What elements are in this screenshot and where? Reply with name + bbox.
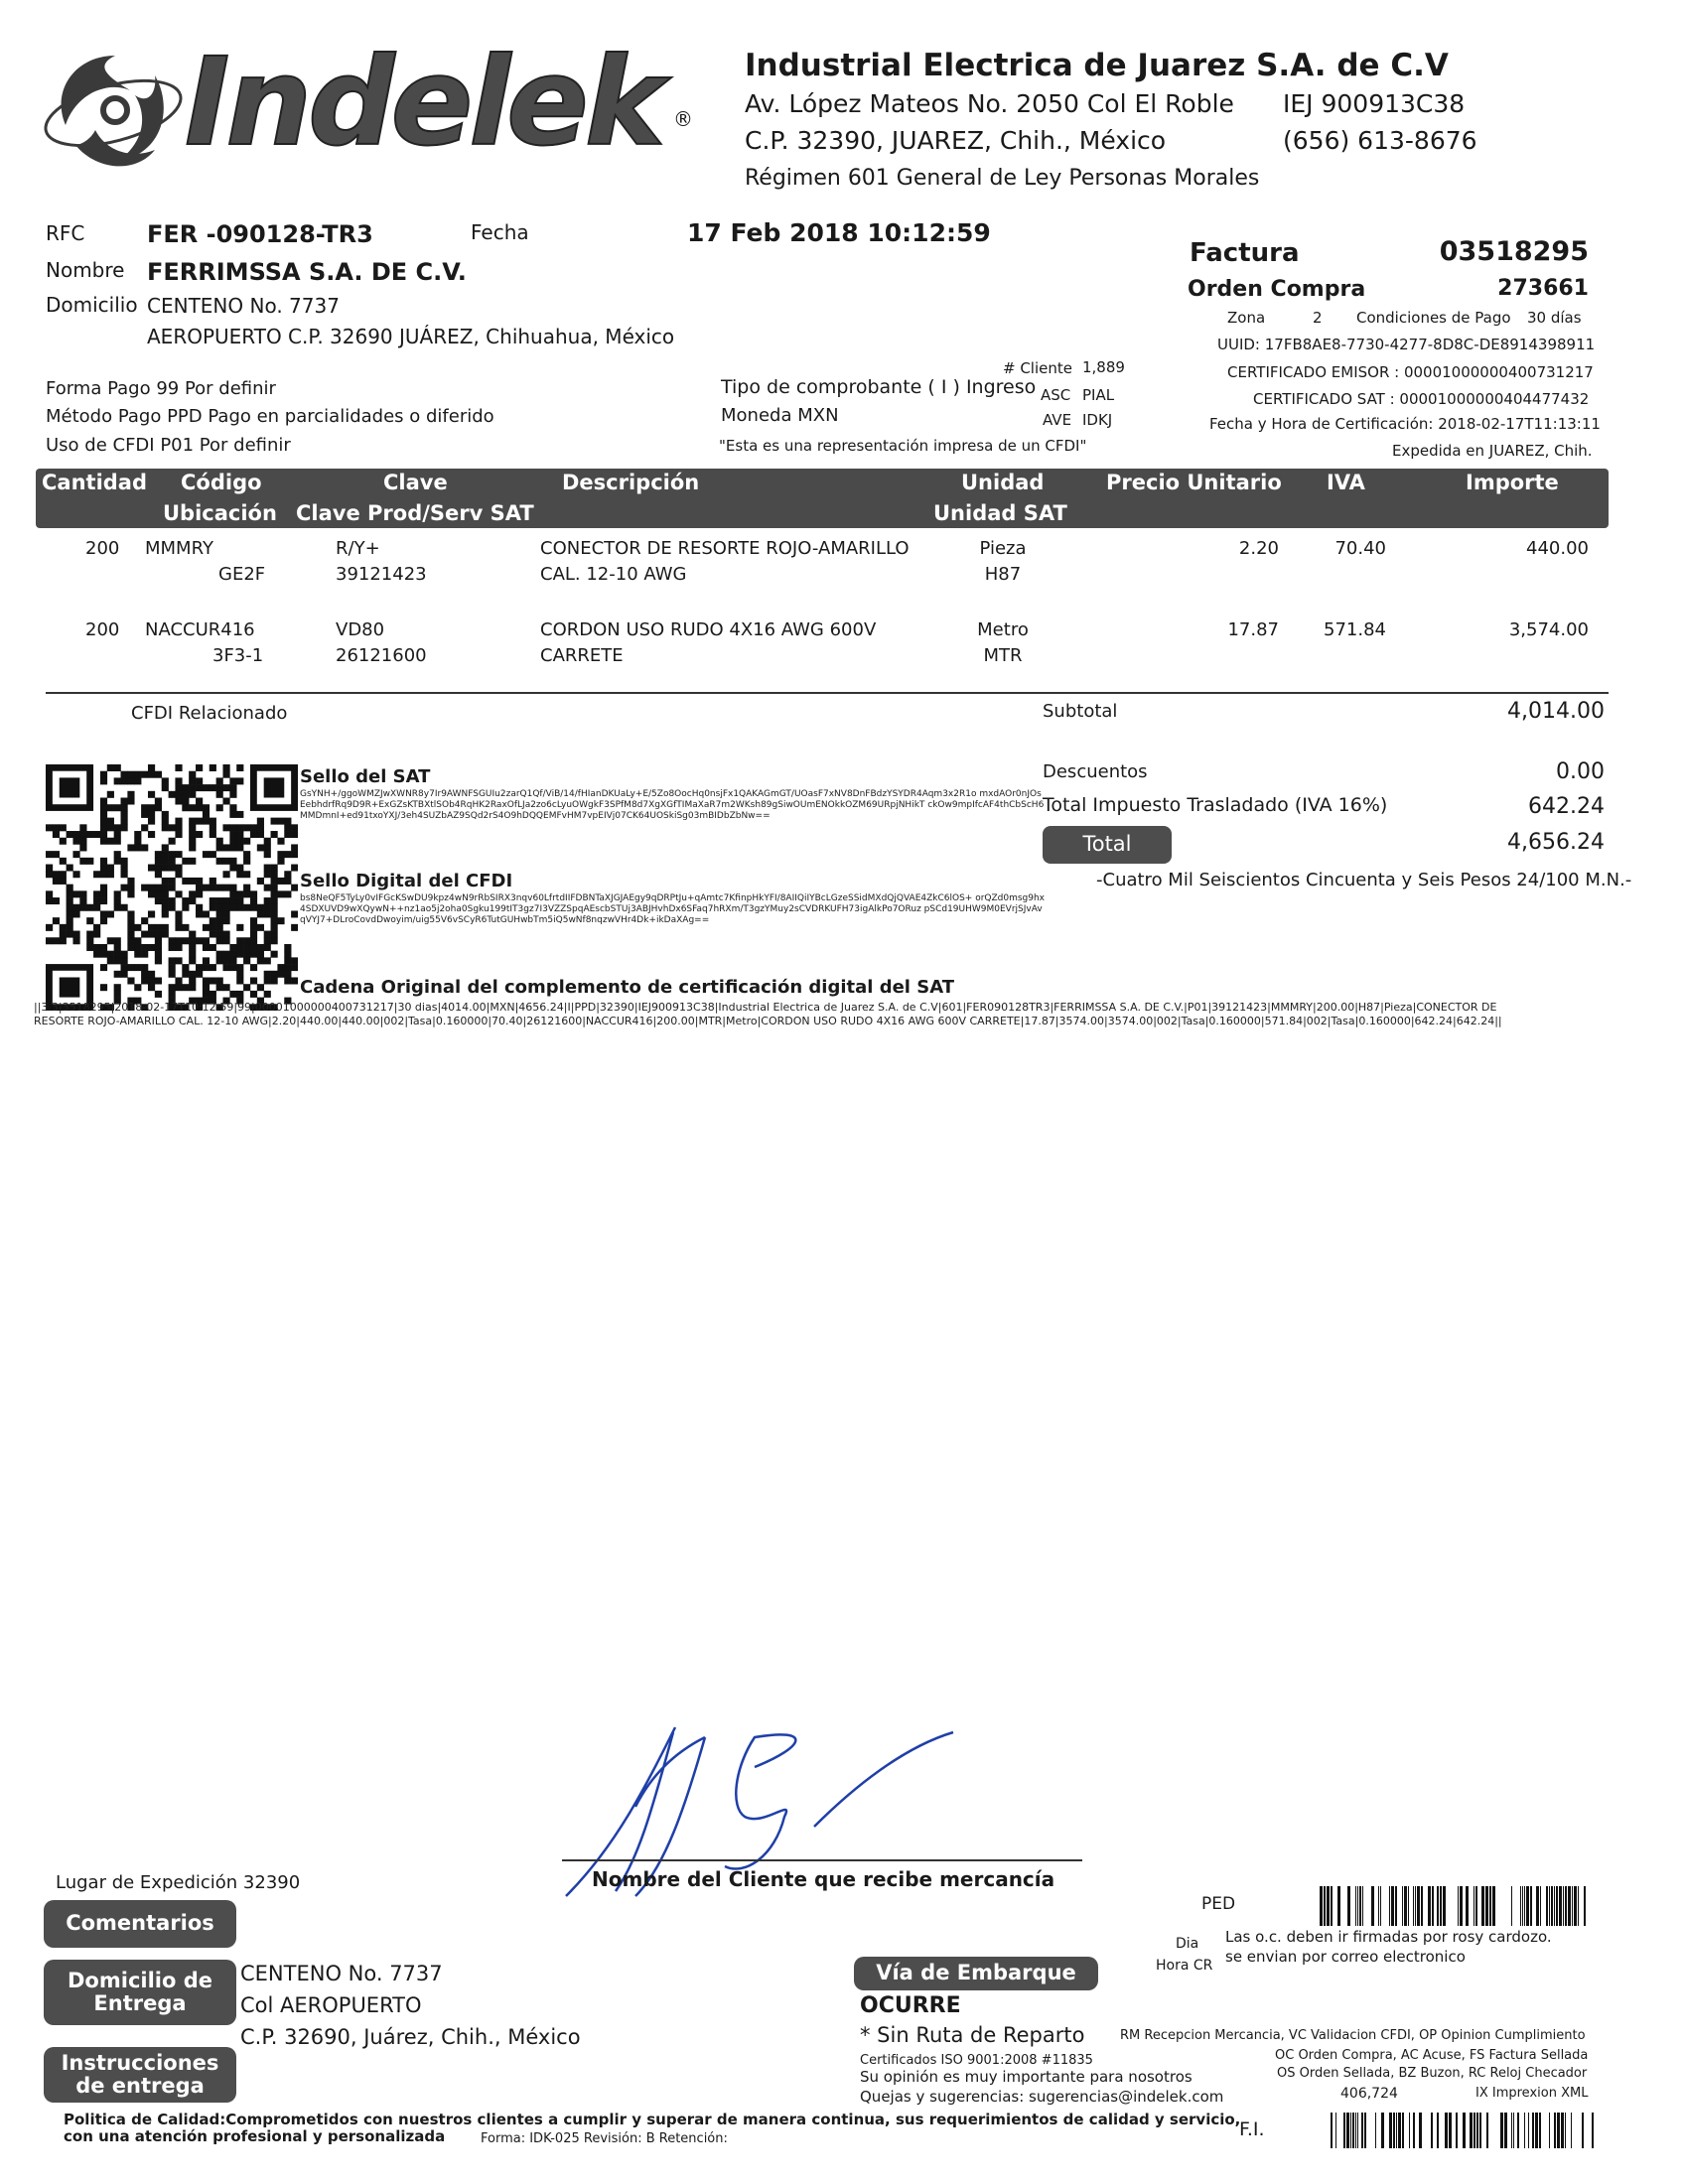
hora-label: Hora CR (1156, 1958, 1213, 1974)
issuer-regime: Régimen 601 General de Ley Personas Morales (745, 166, 1260, 191)
row-clave-sat: 26121600 (336, 645, 427, 666)
politica-calidad-2: con una atención profesional y personalizada (64, 2127, 446, 2145)
row-unidad: Metro (977, 619, 1029, 640)
issuer-address2: C.P. 32390, JUAREZ, Chih., México (745, 126, 1167, 155)
factura-number: 03518295 (1439, 236, 1589, 267)
via-embarque-label: Vía de Embarque (854, 1957, 1098, 1990)
row-cantidad: 200 (85, 619, 120, 640)
via-embarque-value: OCURRE (860, 1993, 961, 2018)
sello-cfdi-label: Sello Digital del CFDI (300, 871, 513, 891)
legend-line2: OC Orden Compra, AC Acuse, FS Factura Sellada (1275, 2048, 1589, 2063)
tipo-comprobante: Tipo de comprobante ( I ) Ingreso (721, 376, 1037, 398)
barcode-top-icon (1311, 1886, 1593, 1926)
row-precio: 17.87 (1227, 619, 1279, 640)
fecha-value: 17 Feb 2018 10:12:59 (687, 218, 991, 247)
header-descripcion: Descripción (562, 471, 700, 494)
forma-revision: Forma: IDK-025 Revisión: B Retención: (481, 2131, 728, 2146)
header-unidad: Unidad (961, 471, 1045, 494)
header-iva: IVA (1327, 471, 1365, 494)
lugar-expedicion: Lugar de Expedición 32390 (56, 1872, 301, 1893)
header-clave: Clave (383, 471, 448, 494)
orden-label: Orden Compra (1188, 277, 1366, 302)
orden-number: 273661 (1497, 276, 1589, 301)
row-iva: 571.84 (1324, 619, 1386, 640)
row-codigo: NACCUR416 (145, 619, 255, 640)
header-ubicacion: Ubicación (163, 501, 277, 525)
cadena-original: ||3.3|3518295|2018-02-17T10:12:59|99|00001000000400731217|30 dias|4014.00|MXN|4656.24|I|PPD|32390|IEJ900913C38|Industrial Electrica de Juarez S.A. de C.V|601|FER090128TR3|FERRIMSSA S.A. DE C.V.|P01|39121423|MMMRY|200.00|H87|Pieza|CONECTOR DE RESORTE ROJO-AMARILLO CAL. 12-10 AWG|2.20|440.00|440.00|002|Tasa|0.160000|70.40|26121600|NACCUR416|200.00|MTR|Metro|CORDON USO RUDO 4X16 AWG 600V CARRETE|17.87|3574.00|3574.00|002|Tasa|0.160000|571.84|002|Tasa|0.160000|642.24|642.24|| (34, 1001, 1502, 1027)
descuentos-value: 0.00 (1556, 759, 1605, 784)
expedida: Expedida en JUAREZ, Chih. (1392, 442, 1593, 460)
row-desc1: CONECTOR DE RESORTE ROJO-AMARILLO (540, 538, 910, 559)
entrega-line2: Col AEROPUERTO (240, 1993, 422, 2017)
quejas: Quejas y sugerencias: sugerencias@indelek.com (860, 2088, 1224, 2106)
issuer-name: Industrial Electrica de Juarez S.A. de C.V (745, 48, 1449, 83)
table-row (0, 617, 1684, 677)
row-ubicacion: GE2F (218, 564, 266, 585)
row-clave: VD80 (336, 619, 385, 640)
cfdi-relacionado: CFDI Relacionado (131, 703, 288, 724)
row-precio: 2.20 (1238, 538, 1279, 559)
registered-mark: ® (673, 107, 693, 131)
cert-emisor: CERTIFICADO EMISOR : 00001000000400731217 (1227, 363, 1594, 381)
header-cantidad: Cantidad (42, 471, 148, 494)
issuer-rfc: IEJ 900913C38 (1283, 89, 1466, 118)
subtotal-label: Subtotal (1043, 701, 1118, 722)
condiciones-value: 30 días (1527, 309, 1582, 327)
table-divider (46, 692, 1609, 694)
row-iva: 70.40 (1334, 538, 1386, 559)
row-clave-sat: 39121423 (336, 564, 427, 585)
customer-address1: CENTENO No. 7737 (147, 294, 340, 318)
zona-label: Zona (1227, 309, 1266, 327)
items-table-header (36, 469, 1609, 528)
moneda: Moneda MXN (721, 405, 839, 426)
legend-line3: OS Orden Sellada, BZ Buzon, RC Reloj Checador (1277, 2066, 1588, 2081)
logo-wordmark: Indelek (185, 32, 662, 173)
row-unidad-sat: MTR (983, 645, 1023, 666)
domicilio-label: Domicilio (46, 293, 138, 317)
header-codigo: Código (181, 471, 262, 494)
header-clave-sat: Clave Prod/Serv SAT (296, 501, 534, 525)
dia-label: Dia (1176, 1936, 1199, 1952)
uso-cfdi: Uso de CFDI P01 Por definir (46, 435, 291, 456)
row-clave: R/Y+ (336, 538, 380, 559)
row-unidad: Pieza (979, 538, 1027, 559)
brand-logo (36, 30, 691, 199)
ave-value: IDKJ (1082, 411, 1113, 429)
entrega-line3: C.P. 32690, Juárez, Chih., México (240, 2025, 581, 2049)
opinion: Su opinión es muy importante para nosotros (860, 2068, 1193, 2086)
fecha-certificacion: Fecha y Hora de Certificación: 2018-02-17T11:13:11 (1209, 415, 1601, 433)
instrucciones-label: Instrucciones de entrega (44, 2047, 236, 2103)
cfdi-note: "Esta es una representación impresa de un CFDI" (719, 437, 1087, 455)
signature-line (562, 1859, 1082, 1861)
header-unidad-sat: Unidad SAT (933, 501, 1067, 525)
fi-label: F.I. (1239, 2118, 1265, 2140)
fecha-label: Fecha (471, 220, 529, 244)
firma-label: Nombre del Cliente que recibe mercancía (592, 1867, 1055, 1891)
header-importe: Importe (1466, 471, 1559, 494)
logo-swirl-icon (36, 36, 195, 185)
sello-sat-label: Sello del SAT (300, 766, 431, 787)
row-desc2: CARRETE (540, 645, 624, 666)
customer-rfc: FER -090128-TR3 (147, 220, 373, 248)
domicilio-entrega-label: Domicilio de Entrega (44, 1960, 236, 2025)
cadena-label: Cadena Original del complemento de certificación digital del SAT (300, 977, 955, 998)
row-ubicacion: 3F3-1 (212, 645, 264, 666)
header-precio: Precio Unitario (1106, 471, 1282, 494)
sin-ruta: * Sin Ruta de Reparto (860, 2023, 1085, 2047)
uuid: UUID: 17FB8AE8-7730-4277-8D8C-DE8914398911 (1217, 336, 1596, 353)
legend-line1: RM Recepcion Mercancia, VC Validacion CFDI, OP Opinion Cumplimiento (1120, 2028, 1586, 2043)
comentarios-label: Comentarios (44, 1900, 236, 1948)
row-codigo: MMMRY (145, 538, 213, 559)
sello-sat-text: GsYNH+/ggoWMZJwXWNR8y7Ir9AWNFSGUIu2zarQ1Qf/ViB/14/fHIanDKUaLy+E/5Zo8OocHq0nsjFx1QAKAGmGT/UOasF7xNV8DnFBdzYSYDR4Aqm3x2R1o mxdAOr0nJOsEebhdrfRq9D9R+ExGZsKTBXtlSOb4RqHK2RaxOfLJa2zo6cLyuOWgkF3SPfM8d7XgXGfTIMaXaR7m2WKsh89gSiwOUmENOkkOZM69URpjNHikT ckOw9mpIfcAF4thCbScH6MMDmnI+ed91txoYXJ/3eh4SUZbAZ9SQd2rS4O9hDQQEMFvHM7vpEIVj07CK64UOSkiSg03mBIDbZbNw== (300, 789, 1045, 821)
asc-value: PIAL (1082, 386, 1115, 404)
table-row (0, 536, 1684, 596)
total-label: Total (1043, 826, 1172, 864)
issuer-address1: Av. López Mateos No. 2050 Col El Roble (745, 89, 1234, 118)
row-importe: 440.00 (1526, 538, 1589, 559)
zona-value: 2 (1313, 309, 1323, 327)
ave-label: AVE (1043, 411, 1072, 429)
metodo-pago: Método Pago PPD Pago en parcialidades o diferido (46, 406, 494, 427)
cert-sat: CERTIFICADO SAT : 00001000000404477432 (1253, 390, 1590, 408)
cliente-label: # Cliente (1003, 359, 1072, 377)
footer-number: 406,724 (1340, 2086, 1398, 2102)
iso-cert: Certificados ISO 9001:2008 #11835 (860, 2053, 1093, 2068)
asc-label: ASC (1041, 386, 1071, 404)
subtotal-value: 4,014.00 (1507, 699, 1605, 724)
legend-line4: IX Imprexion XML (1475, 2086, 1589, 2101)
impuesto-value: 642.24 (1528, 794, 1605, 819)
descuentos-label: Descuentos (1043, 761, 1148, 782)
impuesto-label: Total Impuesto Trasladado (IVA 16%) (1043, 794, 1388, 816)
customer-address2: AEROPUERTO C.P. 32690 JUÁREZ, Chihuahua, México (147, 325, 675, 348)
nombre-label: Nombre (46, 258, 125, 282)
factura-label: Factura (1190, 238, 1300, 268)
cliente-number: 1,889 (1082, 358, 1125, 376)
row-importe: 3,574.00 (1508, 619, 1589, 640)
customer-name: FERRIMSSA S.A. DE C.V. (147, 258, 467, 286)
row-desc1: CORDON USO RUDO 4X16 AWG 600V (540, 619, 877, 640)
total-value: 4,656.24 (1507, 830, 1605, 855)
sello-cfdi-text: bs8NeQF5TyLy0vIFGcKSwDU9kpz4wN9rRbSIRX3nqv60LfrtdIIFDBNTaXJGJAEgy9qDRPtJu+qAmtc7KfinpHkYFI/8AIIQiIYBcLGzeSSidMXdQjQVAE4ZkC6lOS+ orQZd0msg9hx4SDXUVD9wXQywN++nz1ao5j2oha0Sgku199tIT3gz7I3VZZSpqAEscbSTUj3ABJHvhDx6SFaq7hRXm/T3gzYMuy2sCVDRKUFH73igAlkPo7ORuz pSCd19UHW9M0EVrjSJvAvqVYJ7+DLroCovdDwoyim/uig55V6vSCyR6TutGUHwbTm5iQ5wNf8nqzwVHr4Dk+ikDaXAg== (300, 893, 1046, 925)
condiciones-label: Condiciones de Pago (1356, 309, 1511, 327)
forma-pago: Forma Pago 99 Por definir (46, 378, 276, 399)
politica-calidad: Politica de Calidad:Comprometidos con nuestros clientes a cumplir y superar de manera continua, sus requerimientos de calidad y servicio, (64, 2111, 1241, 2128)
row-desc2: CAL. 12-10 AWG (540, 564, 687, 585)
ped-label: PED (1201, 1894, 1236, 1914)
row-unidad-sat: H87 (984, 564, 1022, 585)
rfc-label: RFC (46, 221, 85, 245)
nota-correo: se envian por correo electronico (1225, 1948, 1466, 1966)
row-cantidad: 200 (85, 538, 120, 559)
entrega-line1: CENTENO No. 7737 (240, 1962, 443, 1985)
qr-code-icon (46, 764, 298, 1011)
issuer-phone: (656) 613-8676 (1283, 126, 1477, 155)
barcode-bottom-icon (1331, 2113, 1599, 2148)
nota-firmas: Las o.c. deben ir firmadas por rosy cardozo. (1225, 1928, 1552, 1946)
total-en-letra: -Cuatro Mil Seiscientos Cincuenta y Seis Pesos 24/100 M.N.- (1096, 870, 1632, 890)
